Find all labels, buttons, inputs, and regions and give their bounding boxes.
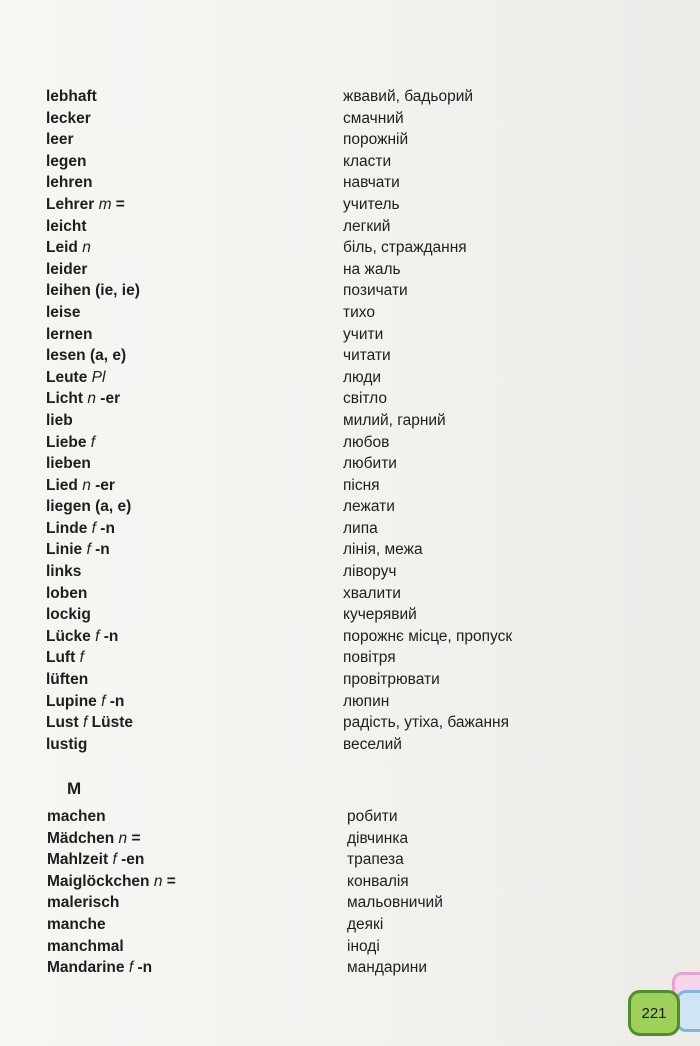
ukrainian-translation: легкий	[343, 217, 391, 235]
ukrainian-translation: класти	[343, 152, 392, 170]
entries-list-l	[46, 86, 606, 755]
headword-text: manchmal	[47, 937, 124, 955]
german-headword	[46, 561, 81, 583]
dictionary-entry	[46, 129, 606, 151]
ukrainian-translation: провітрювати	[343, 671, 440, 689]
german-headword	[46, 647, 84, 669]
german-headword	[47, 849, 144, 871]
headword-text: manche	[47, 915, 106, 933]
dictionary-entry	[46, 712, 606, 734]
grammar-marker: n	[87, 390, 96, 408]
headword-text: Linie	[46, 541, 83, 559]
dictionary-entry	[46, 259, 606, 281]
dictionary-entry	[46, 172, 606, 194]
dictionary-entry	[46, 367, 606, 389]
headword-text: loben	[46, 584, 88, 602]
german-headword	[47, 892, 119, 914]
ukrainian-translation: люди	[343, 368, 382, 386]
dictionary-entry	[46, 539, 606, 561]
headword-text: Luft	[46, 649, 76, 667]
ukrainian-translation: мандарини	[347, 959, 427, 977]
dictionary-entry	[46, 86, 606, 108]
grammar-marker: m	[98, 195, 112, 213]
ukrainian-translation: хвалити	[343, 584, 401, 602]
ukrainian-translation: мальовничий	[347, 894, 443, 912]
german-headword	[46, 216, 86, 238]
headword-text: legen	[46, 152, 87, 170]
headword-text: malerisch	[47, 894, 120, 912]
german-headword	[46, 151, 86, 173]
headword-text: Maiglöckchen	[47, 872, 150, 890]
headword-text: Leute	[46, 368, 88, 386]
headword-text: links	[46, 563, 82, 581]
ukrainian-translation: біль, страждання	[343, 239, 467, 257]
ukrainian-translation: порожнє місце, пропуск	[343, 627, 513, 645]
plural-form: -n	[137, 959, 153, 977]
headword-text: leise	[46, 303, 81, 321]
headword-text: leihen (ie, ie)	[46, 282, 140, 300]
headword-text: Lehrer	[46, 195, 95, 213]
grammar-marker: f	[112, 851, 117, 869]
dictionary-entry	[46, 518, 606, 540]
headword-text: lecker	[46, 109, 91, 127]
dictionary-entry	[46, 410, 606, 432]
german-headword	[46, 194, 125, 216]
page-number-tab	[628, 990, 680, 1036]
dictionary-entry	[46, 324, 606, 346]
dictionary-entry	[46, 345, 606, 367]
headword-text: lieben	[46, 455, 91, 473]
ukrainian-translation: повітря	[343, 649, 396, 667]
dictionary-entry	[47, 914, 607, 936]
dictionary-entry	[46, 108, 606, 130]
dictionary-entry	[46, 669, 606, 691]
ukrainian-translation: кучерявий	[343, 606, 417, 624]
dictionary-entry	[46, 647, 606, 669]
german-headword	[47, 871, 176, 893]
entries-list-m	[46, 806, 606, 979]
ukrainian-translation: порожній	[343, 131, 409, 149]
german-headword	[46, 108, 91, 130]
german-headword	[46, 518, 115, 540]
headword-text: machen	[47, 808, 106, 825]
grammar-marker: Pl	[91, 368, 106, 386]
ukrainian-translation: іноді	[347, 937, 380, 955]
ukrainian-translation: позичати	[343, 282, 408, 300]
plural-form: -n	[100, 519, 115, 537]
headword-text: lesen (a, e)	[46, 347, 127, 365]
german-headword	[46, 539, 110, 561]
plural-form: -n	[103, 627, 119, 645]
ukrainian-translation: деякі	[347, 915, 384, 933]
german-headword	[46, 367, 105, 389]
ukrainian-translation: трапеза	[347, 851, 404, 869]
plural-form: -er	[95, 476, 115, 494]
headword-text: Leid	[46, 239, 78, 257]
ukrainian-translation: навчати	[343, 174, 400, 192]
grammar-marker: f	[101, 692, 106, 710]
ukrainian-translation: любити	[343, 455, 397, 473]
german-headword	[47, 914, 106, 936]
plural-form: =	[131, 829, 141, 847]
german-headword	[46, 626, 118, 648]
dictionary-entry	[46, 496, 606, 518]
headword-text: leicht	[46, 217, 87, 235]
plural-form: Lüste	[91, 714, 133, 732]
headword-text: Lust	[46, 714, 79, 732]
grammar-marker: n	[153, 872, 163, 890]
german-headword	[46, 691, 124, 713]
dictionary-entry	[46, 302, 606, 324]
ukrainian-translation: лінія, межа	[343, 541, 423, 559]
dictionary-entry	[47, 936, 607, 958]
dictionary-entry	[46, 388, 606, 410]
german-headword	[46, 734, 87, 756]
grammar-marker: n	[82, 239, 91, 257]
headword-text: Lied	[46, 476, 78, 494]
dictionary-entry	[46, 453, 606, 475]
german-headword	[46, 583, 87, 605]
grammar-marker: f	[79, 649, 84, 667]
dictionary-entry	[46, 475, 606, 497]
dictionary-entry	[46, 194, 606, 216]
plural-form: -en	[121, 851, 145, 869]
ukrainian-translation: любов	[343, 433, 390, 451]
german-headword	[47, 828, 141, 850]
headword-text: Linde	[46, 519, 88, 537]
dictionary-entry	[47, 871, 607, 893]
german-headword	[46, 475, 115, 497]
headword-text: lernen	[46, 325, 93, 343]
headword-text: lockig	[46, 606, 91, 624]
headword-text: Mahlzeit	[47, 851, 109, 869]
ukrainian-translation: на жаль	[343, 260, 401, 278]
german-headword	[46, 712, 133, 734]
grammar-marker: n	[82, 476, 91, 494]
headword-text: Mädchen	[47, 829, 115, 847]
headword-text: lüften	[46, 671, 89, 689]
german-headword	[46, 453, 91, 475]
headword-text: Lücke	[46, 627, 91, 645]
german-headword	[46, 388, 120, 410]
headword-text: leer	[46, 131, 74, 149]
ukrainian-translation: учити	[343, 325, 384, 343]
german-headword	[46, 324, 93, 346]
dictionary-entry	[47, 828, 607, 850]
ukrainian-translation: лежати	[343, 498, 395, 516]
ukrainian-translation: конвалія	[347, 872, 409, 890]
german-headword	[46, 345, 126, 367]
dictionary-entry	[46, 151, 606, 173]
german-headword	[46, 604, 91, 626]
german-headword	[46, 259, 87, 281]
plural-form: -n	[95, 541, 110, 559]
ukrainian-translation: читати	[343, 347, 391, 365]
dictionary-entry	[47, 892, 607, 914]
headword-text: lebhaft	[46, 88, 97, 105]
ukrainian-translation: смачний	[343, 109, 404, 127]
dictionary-entry	[47, 849, 607, 871]
dictionary-entry	[47, 957, 607, 979]
german-headword	[46, 302, 80, 324]
ukrainian-translation: люпин	[343, 692, 390, 710]
grammar-marker: f	[128, 959, 134, 977]
ukrainian-translation: веселий	[343, 735, 402, 753]
plural-form: =	[166, 872, 176, 890]
headword-text: lieb	[46, 411, 73, 429]
german-headword	[46, 129, 74, 151]
german-headword	[47, 957, 152, 979]
dictionary-entry	[46, 280, 606, 302]
german-headword	[46, 86, 97, 108]
ukrainian-translation: пісня	[343, 476, 380, 494]
headword-text: Liebe	[46, 433, 87, 451]
ukrainian-translation: радість, утіха, бажання	[343, 714, 510, 732]
plural-form: -n	[109, 692, 125, 710]
headword-text: lustig	[46, 735, 88, 753]
dictionary-entry	[46, 237, 606, 259]
german-headword	[46, 410, 73, 432]
grammar-marker: f	[83, 714, 88, 732]
ukrainian-translation: тихо	[343, 303, 375, 321]
headword-text: Lupine	[46, 692, 97, 710]
dictionary-entry	[46, 604, 606, 626]
german-headword	[46, 432, 95, 454]
page-number: 221	[641, 1004, 667, 1022]
headword-text: liegen (a, e)	[46, 498, 132, 516]
headword-text: lehren	[46, 174, 93, 192]
dictionary-entry	[46, 626, 606, 648]
headword-text: Mandarine	[47, 959, 125, 977]
ukrainian-translation: дівчинка	[347, 829, 409, 847]
grammar-marker: f	[90, 433, 96, 451]
german-headword	[46, 496, 131, 518]
german-headword	[46, 237, 91, 259]
section-letter-m: M	[67, 779, 82, 798]
german-headword	[46, 669, 88, 691]
dictionary-entry	[46, 583, 606, 605]
ukrainian-translation: учитель	[343, 195, 400, 213]
grammar-marker: f	[91, 519, 96, 537]
grammar-marker: f	[86, 541, 91, 559]
plural-form: =	[115, 195, 125, 213]
dictionary-entry	[46, 432, 606, 454]
dictionary-entry	[47, 806, 607, 828]
german-headword	[47, 936, 124, 958]
ukrainian-translation: липа	[343, 519, 378, 537]
ukrainian-translation: світло	[343, 390, 388, 408]
ukrainian-translation: милий, гарний	[343, 411, 446, 429]
grammar-marker: f	[95, 627, 100, 645]
german-headword	[47, 806, 106, 828]
german-headword	[46, 172, 93, 194]
headword-text: leider	[46, 260, 88, 278]
ukrainian-translation: жвавий, бадьорий	[343, 88, 474, 105]
headword-text: Licht	[46, 390, 84, 408]
ukrainian-translation: ліворуч	[343, 563, 397, 581]
grammar-marker: n	[118, 829, 128, 847]
dictionary-entry	[46, 216, 606, 238]
dictionary-entry	[46, 561, 606, 583]
ukrainian-translation: робити	[347, 808, 398, 825]
dictionary-entry	[46, 691, 606, 713]
plural-form: -er	[100, 390, 121, 408]
dictionary-entry	[46, 734, 606, 756]
german-headword	[46, 280, 140, 302]
